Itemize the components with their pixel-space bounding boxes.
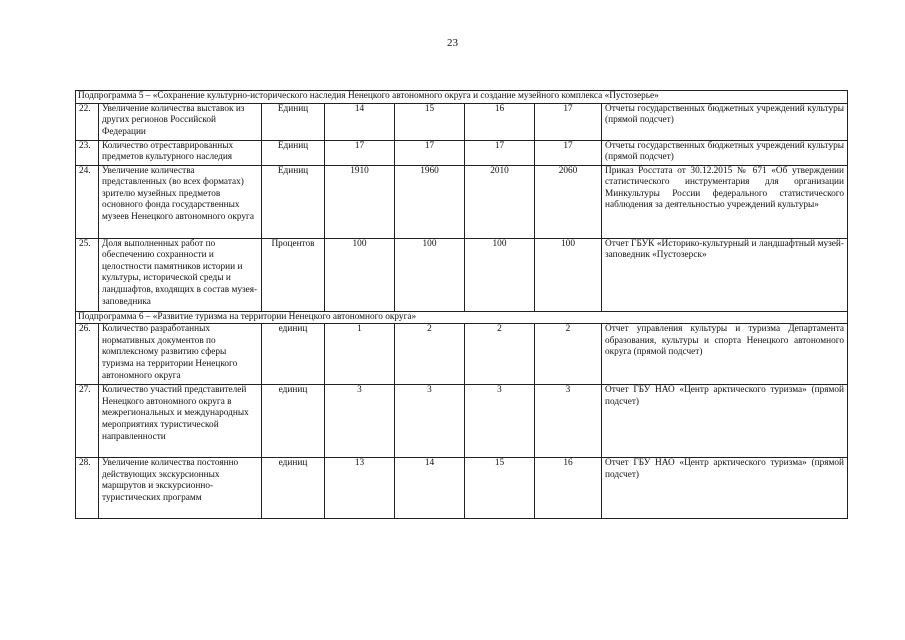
value-year-4: 100 [535,238,602,311]
unit-cell: Единиц [262,140,325,165]
unit-cell: единиц [262,458,325,519]
indicator-name: Увеличение количества выставок из других регионов Российской Федерации [99,103,262,140]
table-row [76,458,848,519]
table-row [76,140,848,165]
source-cell: Отчеты государственных бюджетных учреждений культуры (прямой подсчет) [602,103,848,140]
value-year-1: 1 [325,324,395,385]
section-header-row [76,311,848,324]
page-number: 23 [447,37,458,49]
indicator-name: Увеличение количества представленных (во всех форматах) зрителю музейных предметов основного фонда государственных музеев Ненецкого автономного округа [99,165,262,238]
row-number: 23. [76,140,99,165]
source-cell: Отчет ГБУ НАО «Центр арктического туризма» (прямой подсчет) [602,458,848,519]
indicator-name: Увеличение количества постоянно действующих экскурсионных маршрутов и экскурсионно-туристических программ [99,458,262,519]
value-year-2: 2 [395,324,465,385]
value-year-2: 1960 [395,165,465,238]
value-year-4: 16 [535,458,602,519]
row-number: 26. [76,324,99,385]
table-row [76,385,848,458]
value-year-1: 14 [325,103,395,140]
value-year-1: 1910 [325,165,395,238]
source-cell: Отчет управления культуры и туризма Департамента образования, культуры и спорта Ненецкого автономного округа (прямой подсчет) [602,324,848,385]
value-year-3: 2010 [465,165,535,238]
unit-cell: единиц [262,385,325,458]
unit-cell: Единиц [262,165,325,238]
value-year-3: 17 [465,140,535,165]
value-year-4: 17 [535,140,602,165]
section-title: Подпрограмма 6 – «Развитие туризма на территории Ненецкого автономного округа» [76,311,848,324]
value-year-2: 100 [395,238,465,311]
section-title: Подпрограмма 5 – «Сохранение культурно-исторического наследия Ненецкого автономного округа и создание музейного комплекса «Пустозерье» [76,91,848,104]
value-year-1: 13 [325,458,395,519]
value-year-1: 17 [325,140,395,165]
section-header-row [76,91,848,104]
value-year-4: 17 [535,103,602,140]
table-row [76,238,848,311]
value-year-4: 3 [535,385,602,458]
value-year-3: 16 [465,103,535,140]
value-year-3: 2 [465,324,535,385]
indicator-name: Количество участий представителей Ненецкого автономного округа в межрегиональных и международных мероприятиях туристической направленности [99,385,262,458]
source-cell: Приказ Росстата от 30.12.2015 № 671 «Об утверждении статистического инструментария для организации Минкультуры России федерального статистического наблюдения за деятельностью учреждений культуры» [602,165,848,238]
value-year-1: 100 [325,238,395,311]
unit-cell: единиц [262,324,325,385]
value-year-4: 2060 [535,165,602,238]
unit-cell: Единиц [262,103,325,140]
indicators-table [75,90,848,519]
value-year-1: 3 [325,385,395,458]
value-year-2: 15 [395,103,465,140]
value-year-2: 14 [395,458,465,519]
table-row [76,324,848,385]
value-year-3: 15 [465,458,535,519]
source-cell: Отчеты государственных бюджетных учреждений культуры (прямой подсчет) [602,140,848,165]
indicator-name: Количество отреставрированных предметов культурного наследия [99,140,262,165]
row-number: 22. [76,103,99,140]
indicator-name: Количество разработанных нормативных документов по комплексному развитию сферы туризма на территории Ненецкого автономного округа [99,324,262,385]
value-year-4: 2 [535,324,602,385]
indicator-name: Доля выполненных работ по обеспечению сохранности и целостности памятников истории и культуры, исторической среды и ландшафтов, входящих в состав музея-заповедника [99,238,262,311]
row-number: 28. [76,458,99,519]
source-cell: Отчет ГБУ НАО «Центр арктического туризма» (прямой подсчет) [602,385,848,458]
table-row [76,165,848,238]
row-number: 25. [76,238,99,311]
value-year-3: 100 [465,238,535,311]
value-year-2: 17 [395,140,465,165]
unit-cell: Процентов [262,238,325,311]
value-year-3: 3 [465,385,535,458]
table-row [76,103,848,140]
value-year-2: 3 [395,385,465,458]
row-number: 27. [76,385,99,458]
source-cell: Отчет ГБУК «Историко-культурный и ландшафтный музей-заповедник «Пустозерск» [602,238,848,311]
row-number: 24. [76,165,99,238]
